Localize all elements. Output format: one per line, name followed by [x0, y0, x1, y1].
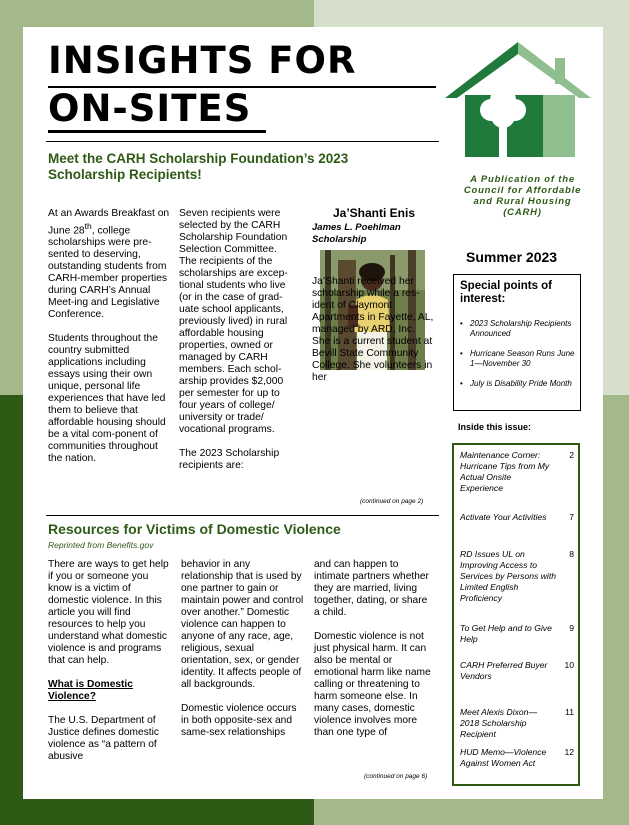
toc-item-label: Activate Your Activities: [460, 512, 547, 522]
toc-item-page: 7: [569, 512, 574, 522]
article2-col2-paragraph1: behavior in any relationship that is used by one partner to gain or maintain power and control over another.” Domestic violence can happen to anyone of any race, age, religious, sexual orientation, sex, or gender identity. It affects people of all backgrounds.: [181, 559, 304, 690]
recipient-award: James L. Poehlman Scholarship: [312, 222, 401, 245]
article1-col1-paragraph2: Students throughout the country submitted applications including essays using their own unique, personal life experiences that have led them to believe that affordable housing should be a vital com-ponent of communities throughout the nation.: [48, 333, 166, 465]
article1-headline: Meet the CARH Scholarship Foundation’s 2023 Scholarship Recipients!: [48, 151, 349, 182]
article2-headline: Resources for Victims of Domestic Violence: [48, 521, 341, 537]
article2-col2-paragraph2: Domestic violence occurs in both opposite-sex and same-sex relationships: [181, 703, 297, 738]
toc-item-page: 12: [564, 747, 574, 757]
inside-issue-title: Inside this issue:: [458, 422, 532, 432]
article2-col3-paragraph2: Domestic violence is not just physical harm. It can also be mental or emotional harm like name calling or threatening to harm someone else. In many cases, domestic violence involves more than one type of: [314, 631, 431, 738]
toc-item[interactable]: [460, 512, 574, 523]
toc-item[interactable]: [460, 623, 574, 645]
article2-subhead: What is Domestic Violence?: [48, 679, 133, 702]
toc-item-page: 9: [569, 623, 574, 633]
article2-column1: [48, 559, 172, 775]
toc-item-page: 11: [565, 707, 574, 717]
toc-item-label: Meet Alexis Dixon—2018 Scholarship Recipient: [460, 707, 538, 739]
special-point-item: • July is Disability Pride Month: [460, 379, 580, 389]
special-points-list: [460, 319, 580, 399]
issue-date: Summer 2023: [466, 249, 558, 265]
article2-col1-paragraph1: There are ways to get help if you or someone you know is a victim of domestic violence. In this article you will find resources to help you understand what domestic violence is and programs that can help.: [48, 559, 169, 666]
article1-col2-paragraph2: The 2023 Scholarship recipients are:: [179, 448, 280, 471]
toc-item[interactable]: [460, 660, 574, 682]
masthead-title-line2: ON-SITES: [48, 87, 252, 130]
article1-continued: (continued on page 2): [360, 498, 424, 505]
toc-item-page: 10: [564, 660, 574, 670]
article1-column2: [179, 208, 297, 484]
toc-item[interactable]: [460, 450, 574, 494]
house-tree-icon: [443, 40, 593, 160]
special-point-item: • 2023 Scholarship Recipients Announced: [460, 319, 580, 339]
article1-col3-paragraph1: Ja’Shanti received her scholarship while a res-ident of Claymont Apartments in Fayette, AL, managed by ARD, Inc. She is a current student at Bevill State Community College. She volunteers in her: [312, 276, 434, 383]
toc-item-label: RD Issues UL on Improving Access to Services by Persons with Limited English Proficiency: [460, 549, 556, 603]
toc-item-label: CARH Preferred Buyer Vendors: [460, 660, 548, 681]
toc-item[interactable]: [460, 707, 574, 740]
masthead-underline: [48, 130, 266, 133]
article-separator: [46, 515, 439, 516]
special-points-title: Special points of interest:: [460, 280, 553, 305]
toc-item[interactable]: [460, 549, 574, 604]
special-point-item: • Hurricane Season Runs June 1—November 30: [460, 349, 580, 369]
masthead-title-line1: INSIGHTS FOR: [48, 39, 357, 82]
article2-col3-paragraph1: and can happen to intimate partners whether they are married, living together, dating, or share a child.: [314, 559, 429, 618]
carh-house-logo: [443, 40, 593, 160]
header-rule: [46, 141, 439, 142]
article1-col2-paragraph1: Seven recipients were selected by the CARH Scholarship Foundation Selection Committee. The recipients of the scholarships are excep-tional students who live (or in the case of grad-uate school applicants, previously lived) in rural affordable housing properties, owned or managed by CARH members. Each schol-arship provides $2,000 per semester for up to four years of college/ university or trade/ vocational programs.: [179, 208, 288, 435]
table-of-contents: [452, 443, 580, 786]
publication-tagline: A Publication of the Council for Affordable and Rural Housing (CARH): [463, 174, 582, 218]
article2-continued: (continued on page 6): [364, 773, 428, 780]
special-points-box: [453, 274, 581, 411]
article1-col1-paragraph1: At an Awards Breakfast on June 28th, college scholarships were pre-sented to deserving, outstanding students from CARH-member properties during CARH’s Annual Meet-ing and Legislative Conference.: [48, 208, 170, 321]
toc-item-page: 8: [569, 549, 574, 559]
toc-item-label: Maintenance Corner: Hurricane Tips from My Actual Onsite Experience: [460, 450, 550, 493]
article2-col1-paragraph2: The U.S. Department of Justice defines domestic violence as “a pattern of abusive: [48, 715, 159, 762]
toc-item-label: To Get Help and to Give Help: [460, 623, 552, 644]
toc-item-page: 2: [569, 450, 574, 460]
recipient-name: Ja’Shanti Enis: [332, 206, 416, 220]
article1-column1: [48, 208, 172, 477]
article2-source: Reprinted from Benefits.gov: [48, 540, 154, 550]
article2-column3: [314, 559, 435, 751]
article2-column2: [181, 559, 305, 751]
article1-column3: [312, 276, 435, 396]
toc-item-label: HUD Memo—Violence Against Women Act: [460, 747, 547, 768]
toc-item[interactable]: [460, 747, 574, 769]
